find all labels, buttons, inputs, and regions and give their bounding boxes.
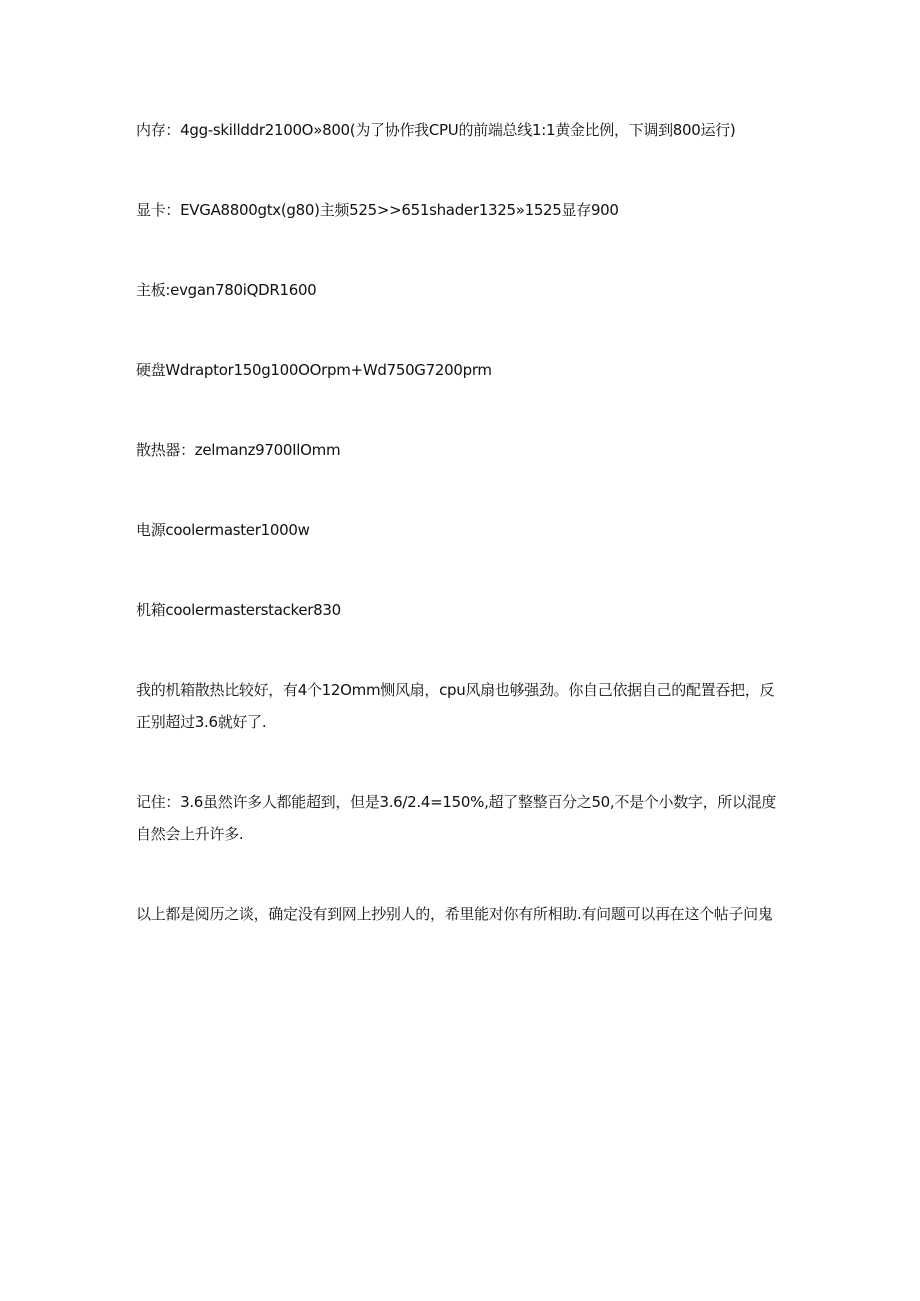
paragraph-closing: 以上都是阅历之谈，确定没有到网上抄别人的，希里能对你有所相助.有问题可以再在这个帖子问鬼 (136, 905, 773, 923)
paragraph-motherboard: 主板:evgan780iQDR1600 (136, 281, 317, 299)
paragraph-reminder: 记住：3.6虽然许多人都能超到，但是3.6/2.4=150%,超了整整百分之50,不是个小数字，所以混度自然会上升许多. (136, 793, 777, 843)
paragraph-memory: 内存：4gg-skillddr2100O»800(为了协作我CPU的前端总线1:1黄金比例，下调到800运行) (136, 121, 736, 139)
paragraph-cooling-note: 我的机箱散热比较好，有4个12Omm恻风扇，cpu风扇也够强劲。你自己依据自己的配置吞把，反正别超过3.6就好了. (136, 681, 775, 731)
paragraph-cooler: 散热器：zelmanz9700IlOmm (136, 441, 341, 459)
document-body (136, 114, 786, 978)
paragraph-hard-disk: 硬盘Wdraptor150g100OOrpm+Wd750G7200prm (136, 361, 492, 379)
paragraph-power-supply: 电源coolermaster1000w (136, 521, 310, 539)
paragraph-case: 机箱coolermasterstacker830 (136, 601, 341, 619)
paragraph-graphics-card: 显卡：EVGA8800gtx(g80)主频525>>651shader1325»1525显存900 (136, 201, 619, 219)
